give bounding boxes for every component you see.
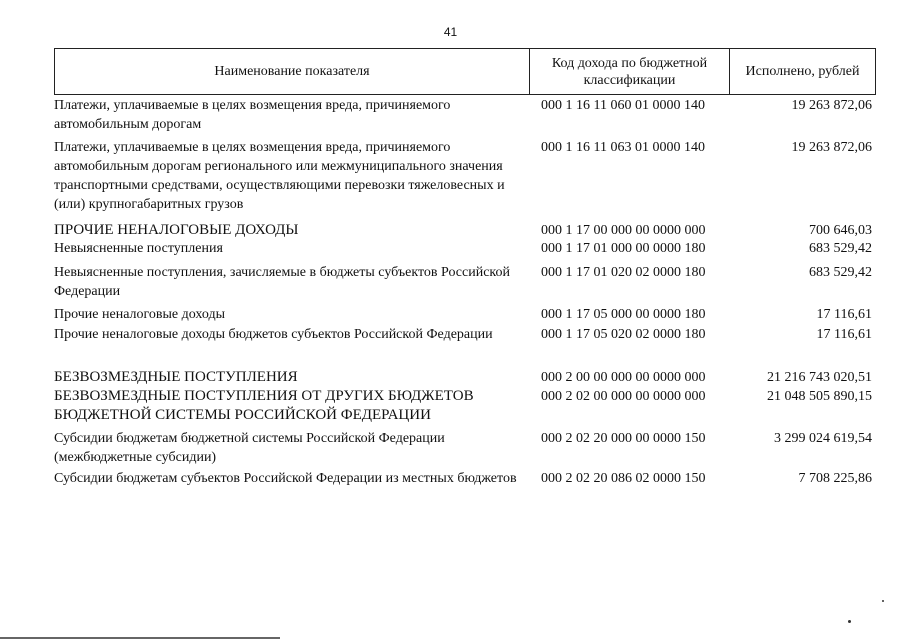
row-code: 000 1 16 11 063 01 0000 140 <box>541 140 705 155</box>
table-body <box>54 96 876 509</box>
table-row <box>54 221 876 239</box>
row-amount: 17 116,61 <box>816 327 872 342</box>
row-code: 000 2 02 20 000 00 0000 150 <box>541 431 706 446</box>
row-name: БЕЗВОЗМЕЗДНЫЕ ПОСТУПЛЕНИЯ ОТ ДРУГИХ БЮДЖЕТОВ БЮДЖЕТНОЙ СИСТЕМЫ РОССИЙСКОЙ ФЕДЕРАЦИИ <box>54 388 474 423</box>
row-code: 000 1 17 01 020 02 0000 180 <box>541 265 706 280</box>
table-row <box>54 325 876 368</box>
table-row <box>54 136 876 221</box>
table-row <box>54 96 876 136</box>
row-name: Субсидии бюджетам бюджетной системы Российской Федерации (межбюджетные субсидии) <box>54 431 445 465</box>
row-amount: 19 263 872,06 <box>791 140 872 155</box>
row-amount: 19 263 872,06 <box>791 98 872 113</box>
table-row <box>54 429 876 469</box>
table-row <box>54 368 876 387</box>
table-row <box>54 387 876 429</box>
row-name: Платежи, уплачиваемые в целях возмещения вреда, причиняемого автомобильным дорогам <box>54 98 451 132</box>
row-amount: 21 048 505 890,15 <box>767 389 872 404</box>
scan-edge-line <box>0 637 280 639</box>
row-name: Прочие неналоговые доходы бюджетов субъектов Российской Федерации <box>54 327 493 342</box>
scan-speck <box>848 620 851 623</box>
header-name: Наименование показателя <box>55 49 530 94</box>
row-code: 000 2 02 20 086 02 0000 150 <box>541 471 706 486</box>
row-name: Платежи, уплачиваемые в целях возмещения вреда, причиняемого автомобильным дорогам регионального или межмуниципального значения транспортными средствами, осуществляющими перевозки тяжеловесных и (или) крупногабаритных грузов <box>54 140 505 212</box>
row-amount: 17 116,61 <box>816 307 872 322</box>
table-row <box>54 239 876 263</box>
row-amount: 700 646,03 <box>809 223 872 238</box>
table-header <box>54 48 876 95</box>
row-amount: 21 216 743 020,51 <box>767 370 872 385</box>
row-code: 000 2 02 00 000 00 0000 000 <box>541 389 706 404</box>
row-code: 000 1 17 00 000 00 0000 000 <box>541 223 706 238</box>
row-code: 000 1 17 01 000 00 0000 180 <box>541 241 706 256</box>
table-row <box>54 469 876 509</box>
row-name: Прочие неналоговые доходы <box>54 307 226 322</box>
row-name: Субсидии бюджетам субъектов Российской Федерации из местных бюджетов <box>54 471 517 486</box>
scan-speck <box>882 600 884 602</box>
row-name: ПРОЧИЕ НЕНАЛОГОВЫЕ ДОХОДЫ <box>54 222 299 238</box>
row-amount: 683 529,42 <box>809 241 872 256</box>
table-row <box>54 305 876 325</box>
row-name: БЕЗВОЗМЕЗДНЫЕ ПОСТУПЛЕНИЯ <box>54 369 298 385</box>
header-code: Код дохода по бюджетной классификации <box>530 49 730 94</box>
row-code: 000 1 16 11 060 01 0000 140 <box>541 98 705 113</box>
row-name: Невыясненные поступления <box>54 241 223 256</box>
row-amount: 683 529,42 <box>809 265 872 280</box>
row-code: 000 1 17 05 000 00 0000 180 <box>541 307 706 322</box>
table-row <box>54 263 876 305</box>
row-amount: 7 708 225,86 <box>798 471 872 486</box>
row-code: 000 1 17 05 020 02 0000 180 <box>541 327 706 342</box>
page-number: 41 <box>443 25 458 39</box>
header-amount: Исполнено, рублей <box>745 64 860 79</box>
row-amount: 3 299 024 619,54 <box>774 431 872 446</box>
row-code: 000 2 00 00 000 00 0000 000 <box>541 370 706 385</box>
row-name: Невыясненные поступления, зачисляемые в бюджеты субъектов Российской Федерации <box>54 265 511 299</box>
